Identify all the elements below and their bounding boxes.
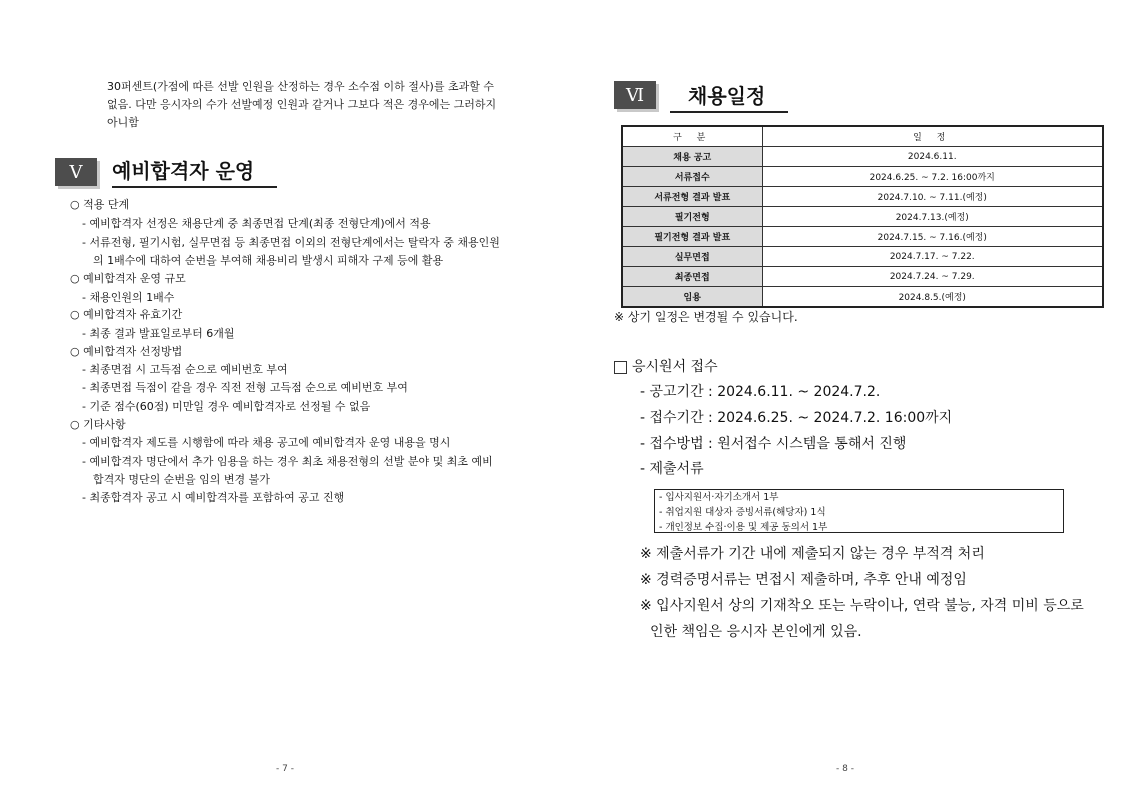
header-schedule: 일 정 [762,126,1103,147]
section-title: 예비합격자 운영 [112,158,277,188]
header-category: 구 분 [622,126,762,147]
note-line: ※ 제출서류가 기간 내에 제출되지 않는 경우 부적격 처리 [640,546,985,562]
table-row [622,207,1103,227]
row-label: 서류전형 결과 발표 [622,187,762,207]
document-item: - 개인정보 수집·이용 및 제공 동의서 1부 [659,522,828,533]
table-row [622,227,1103,247]
intro-line-2: 없음. 다만 응시자의 수가 선발예정 인원과 같거나 그보다 적은 경우에는 그러하지 [107,98,497,111]
body-line: 의 1배수에 대하여 순번을 부여해 채용비리 발생시 피해자 구제 등에 활용 [93,254,444,267]
row-label: 채용 공고 [622,147,762,167]
body-line: - 최종합격자 공고 시 예비합격자를 포함하여 공고 진행 [82,491,345,504]
page-number: - 8 - [836,764,854,774]
body-line: - 예비합격자 제도를 시행함에 따라 채용 공고에 예비합격자 운영 내용을 명시 [82,436,451,449]
body-line: - 서류전형, 필기시험, 실무면접 등 최종면접 이외의 전형단계에서는 탈락자 중 채용인원 [82,236,500,249]
row-label: 실무면접 [622,247,762,267]
document-item: - 취업지원 대상자 증빙서류(해당자) 1식 [659,507,826,518]
body-line: - 채용인원의 1배수 [82,291,175,304]
application-heading: 응시원서 접수 [632,359,718,375]
row-label: 임용 [622,287,762,308]
table-row [622,267,1103,287]
row-label: 서류접수 [622,167,762,187]
row-date: 2024.6.25. ~ 7.2. 16:00까지 [762,167,1103,187]
table-row [622,247,1103,267]
row-date: 2024.6.11. [762,147,1103,167]
table-note: ※ 상기 일정은 변경될 수 있습니다. [614,310,798,324]
posting-period: - 공고기간 : 2024.6.11. ~ 2024.7.2. [640,384,881,400]
body-line: - 최종면접 시 고득점 순으로 예비번호 부여 [82,363,288,376]
schedule-table [621,125,1104,308]
note-line: 인한 책임은 응시자 본인에게 있음. [650,624,862,640]
table-row [622,147,1103,167]
page-number: - 7 - [276,764,294,774]
row-date: 2024.7.17. ~ 7.22. [762,247,1103,267]
section-title: 채용일정 [670,83,788,113]
body-line: - 예비합격자 선정은 채용단계 중 최종면접 단계(최종 전형단계)에서 적용 [82,217,431,230]
body-line: - 예비합격자 명단에서 추가 임용을 하는 경우 최초 채용전형의 선발 분야 및 최초 예비 [82,455,493,468]
row-date: 2024.7.15. ~ 7.16.(예정) [762,227,1103,247]
body-line: - 최종면접 득점이 같을 경우 직전 전형 고득점 순으로 예비번호 부여 [82,381,408,394]
note-line: ※ 입사지원서 상의 기재착오 또는 누락이나, 연락 불능, 자격 미비 등으로 [640,598,1084,614]
section-number-badge: Ⅵ [614,81,656,109]
checkbox-icon [614,361,627,374]
row-date: 2024.7.13.(예정) [762,207,1103,227]
table-row [622,287,1103,308]
row-label: 필기전형 결과 발표 [622,227,762,247]
application-method: - 접수방법 : 원서접수 시스템을 통해서 진행 [640,436,907,452]
required-documents-box [654,489,1064,533]
body-line: - 최종 결과 발표일로부터 6개월 [82,327,235,340]
bullet-heading-selection: ○ 예비합격자 선정방법 [70,345,183,358]
body-line: 합격자 명단의 순번을 임의 변경 불가 [93,473,270,486]
table-header-row [622,126,1103,147]
required-documents-label: - 제출서류 [640,461,704,477]
row-date: 2024.7.24. ~ 7.29. [762,267,1103,287]
row-date: 2024.8.5.(예정) [762,287,1103,308]
document-item: - 입사지원서·자기소개서 1부 [659,492,779,503]
bullet-heading-scale: ○ 예비합격자 운영 규모 [70,272,186,285]
table-row [622,167,1103,187]
row-date: 2024.7.10. ~ 7.11.(예정) [762,187,1103,207]
bullet-heading-apply-stage: ○ 적용 단계 [70,198,130,211]
row-label: 최종면접 [622,267,762,287]
application-period: - 접수기간 : 2024.6.25. ~ 2024.7.2. 16:00까지 [640,410,953,426]
table-row [622,187,1103,207]
section-number-badge: Ⅴ [55,158,97,186]
row-label: 필기전형 [622,207,762,227]
intro-line-3: 아니함 [107,116,139,129]
intro-line-1: 30퍼센트(가점에 따른 선발 인원을 산정하는 경우 소수점 이하 절사)를 초과할 수 [107,80,494,93]
bullet-heading-validity: ○ 예비합격자 유효기간 [70,308,183,321]
bullet-heading-other: ○ 기타사항 [70,418,126,431]
note-line: ※ 경력증명서류는 면접시 제출하며, 추후 안내 예정임 [640,572,967,588]
body-line: - 기준 점수(60점) 미만일 경우 예비합격자로 선정될 수 없음 [82,400,371,413]
